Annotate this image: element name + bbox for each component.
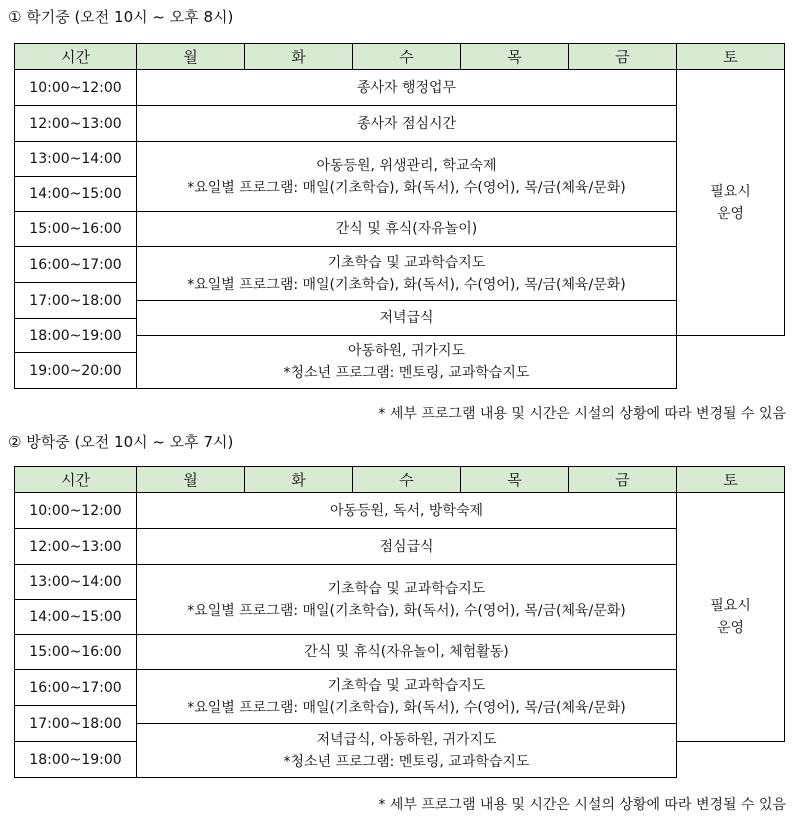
section2-title: ② 방학중 (오전 10시 ~ 오후 7시) <box>8 433 234 451</box>
activity-cell: 저녁급식 <box>137 301 677 336</box>
table-row <box>15 212 785 247</box>
table-row <box>15 247 785 283</box>
header-mon: 월 <box>137 44 245 70</box>
activity-cell: 간식 및 휴식(자유놀이, 체험활동) <box>137 635 677 670</box>
time-cell: 15:00~16:00 <box>15 212 137 247</box>
activity-cell: 점심급식 <box>137 529 677 565</box>
saturday-cell: 필요시 운영 <box>677 70 785 336</box>
saturday-cell: 필요시 운영 <box>677 493 785 742</box>
table-row <box>15 142 785 177</box>
time-cell: 18:00~19:00 <box>15 742 137 778</box>
time-cell: 14:00~15:00 <box>15 600 137 635</box>
table-row <box>15 529 785 565</box>
section1-title: ① 학기중 (오전 10시 ~ 오후 8시) <box>8 8 234 26</box>
time-cell: 16:00~17:00 <box>15 247 137 283</box>
activity-cell: 기초학습 및 교과학습지도 *요일별 프로그램: 매일(기초학습), 화(독서), 수(영어), 목/금(체육/문화) <box>137 670 677 724</box>
header-row <box>15 44 785 70</box>
header-time: 시간 <box>15 44 137 70</box>
time-cell: 12:00~13:00 <box>15 106 137 142</box>
table-row <box>15 565 785 600</box>
header-sat: 토 <box>677 467 785 493</box>
time-cell: 12:00~13:00 <box>15 529 137 565</box>
activity-cell: 간식 및 휴식(자유놀이) <box>137 212 677 247</box>
time-cell: 16:00~17:00 <box>15 670 137 706</box>
time-cell: 10:00~12:00 <box>15 70 137 106</box>
activity-cell: 기초학습 및 교과학습지도 *요일별 프로그램: 매일(기초학습), 화(독서), 수(영어), 목/금(체육/문화) <box>137 247 677 301</box>
header-thu: 목 <box>461 44 569 70</box>
header-tue: 화 <box>245 467 353 493</box>
time-cell: 19:00~20:00 <box>15 353 137 389</box>
activity-cell: 기초학습 및 교과학습지도 *요일별 프로그램: 매일(기초학습), 화(독서), 수(영어), 목/금(체육/문화) <box>137 565 677 635</box>
table-row <box>15 635 785 670</box>
time-cell: 14:00~15:00 <box>15 177 137 212</box>
table-row <box>15 106 785 142</box>
table-row <box>15 70 785 106</box>
activity-cell: 아동등원, 독서, 방학숙제 <box>137 493 677 529</box>
header-sat: 토 <box>677 44 785 70</box>
header-wed: 수 <box>353 44 461 70</box>
time-cell: 18:00~19:00 <box>15 319 137 353</box>
activity-cell: 저녁급식, 아동하원, 귀가지도 *청소년 프로그램: 멘토링, 교과학습지도 <box>137 724 677 778</box>
header-thu: 목 <box>461 467 569 493</box>
time-cell: 17:00~18:00 <box>15 283 137 319</box>
activity-cell: 종사자 행정업무 <box>137 70 677 106</box>
header-row <box>15 467 785 493</box>
semester-schedule-table <box>14 43 785 389</box>
header-fri: 금 <box>569 467 677 493</box>
time-cell: 13:00~14:00 <box>15 142 137 177</box>
time-cell: 10:00~12:00 <box>15 493 137 529</box>
activity-cell: 아동등원, 위생관리, 학교숙제 *요일별 프로그램: 매일(기초학습), 화(독서), 수(영어), 목/금(체육/문화) <box>137 142 677 212</box>
activity-cell: 종사자 점심시간 <box>137 106 677 142</box>
section1-note: * 세부 프로그램 내용 및 시간은 시설의 상황에 따라 변경될 수 있음 <box>378 406 786 422</box>
header-time: 시간 <box>15 467 137 493</box>
header-mon: 월 <box>137 467 245 493</box>
header-tue: 화 <box>245 44 353 70</box>
header-wed: 수 <box>353 467 461 493</box>
time-cell: 13:00~14:00 <box>15 565 137 600</box>
table-row <box>15 493 785 529</box>
section2-note: * 세부 프로그램 내용 및 시간은 시설의 상황에 따라 변경될 수 있음 <box>378 797 786 813</box>
time-cell: 15:00~16:00 <box>15 635 137 670</box>
activity-cell: 아동하원, 귀가지도 *청소년 프로그램: 멘토링, 교과학습지도 <box>137 336 677 389</box>
time-cell: 17:00~18:00 <box>15 706 137 742</box>
table-row <box>15 670 785 706</box>
vacation-schedule-table <box>14 466 785 778</box>
header-fri: 금 <box>569 44 677 70</box>
